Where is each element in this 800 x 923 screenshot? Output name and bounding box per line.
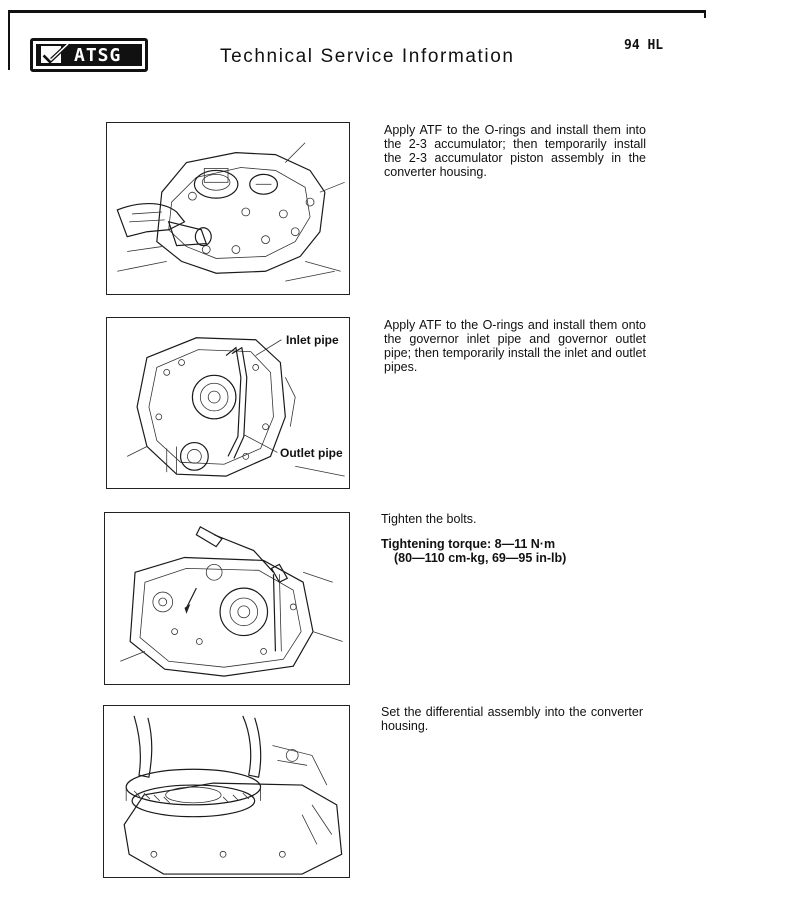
step-1-text: Apply ATF to the O-rings and install them into the 2-3 accumulator; then temporarily install the 2-3 accumulator piston assembly in the converter housing. (384, 123, 646, 179)
logo-badge (36, 44, 142, 66)
tighten-bolts-illustration (105, 513, 349, 684)
figure-tighten-bolts (104, 512, 350, 685)
step-3-text: Tighten the bolts. (381, 512, 477, 526)
right-tick (704, 10, 706, 18)
page-title: Technical Service Information (220, 46, 515, 67)
tightening-torque-spec (381, 537, 651, 565)
logo-text: ATSG (74, 44, 122, 66)
figure-differential (103, 705, 350, 878)
top-rule (8, 10, 706, 13)
step-2-text: Apply ATF to the O-rings and install them onto the governor inlet pipe and governor outlet pipe; then temporarily install the inlet and outlet pipes. (384, 318, 646, 374)
figure-governor-pipes (106, 317, 350, 489)
torque-line-2: (80—110 cm-kg, 69—95 in-lb) (394, 551, 567, 565)
step-4-text: Set the differential assembly into the converter housing. (381, 705, 643, 733)
checkmark-icon (40, 44, 70, 66)
outlet-pipe-label: Outlet pipe (280, 446, 343, 460)
page-number: 94 HL (624, 38, 664, 53)
torque-line-1: Tightening torque: 8—11 N·m (381, 537, 556, 551)
left-rule (8, 10, 10, 70)
differential-illustration (104, 706, 349, 877)
inlet-pipe-label: Inlet pipe (286, 333, 339, 347)
atsg-logo (30, 38, 148, 72)
figure-accumulator (106, 122, 350, 295)
accumulator-illustration (107, 123, 349, 294)
